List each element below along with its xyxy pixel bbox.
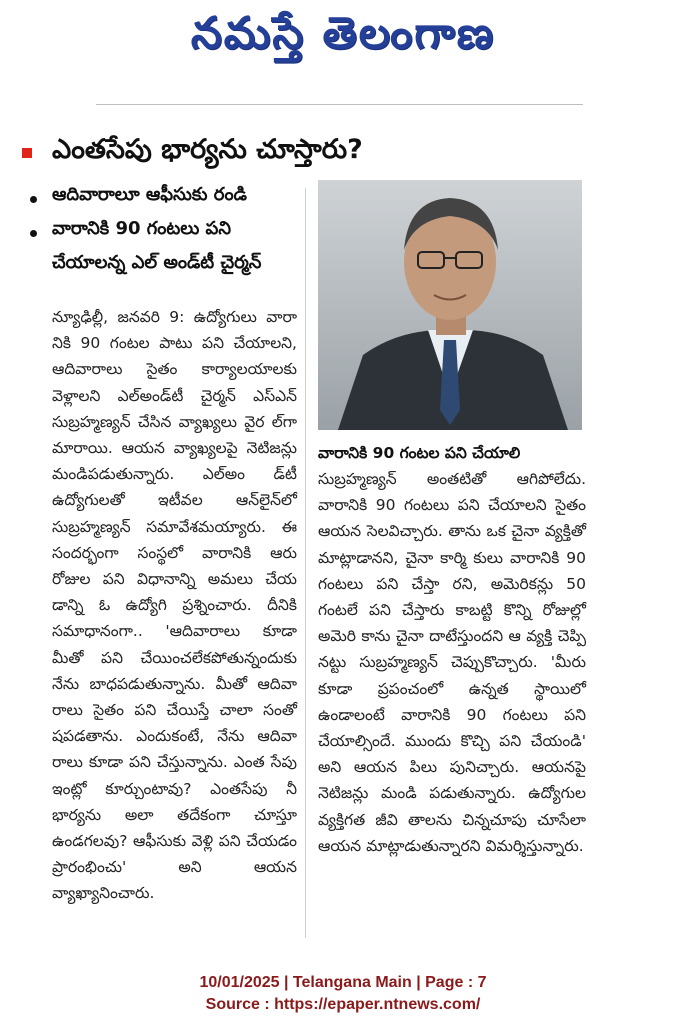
article-body-right: సుబ్రహ్మణ్యన్‌ అంతటితో ఆగిపోలేదు. వారానికి 90 గంటలు పని చేయాలని సైతం ఆయన సెలవిచ్చారు. తాను ఒక చైనా వ్యక్తితో మాట్లాడానని, చైనా కార్మి కులు వారానికి 90 గంటలు పని చేస్తా రని, అమెరికన్లు 50 గంటలే పని చేస్తారు కాబట్టి కొన్ని రోజుల్లో అమెరి కాను చైనా దాటేస్తుందని ఆ వ్యక్తి చెప్పి నట్టు సుబ్రహ్మణ్యన్‌ చెప్పుకొచ్చారు. 'మీరు కూడా ప్రపంచంలో ఉన్నత స్థాయిలో ఉండాలంటే వారానికి 90 గంటలు పని చేయాల్సిందే. ముందు కొచ్చి పని చేయండి' అని ఆయన పిలు పునిచ్చారు. ఆయనపై నెటిజన్లు మండి పడుతున్నారు. ఉద్యోగుల వ్యక్తిగత జీవి తాలను చిన్నచూపు చూసేలా ఆయన మాట్లాడుతున్నారని విమర్శిస్తున్నారు. bbox=[318, 470, 586, 855]
bullet-item: ఆదివారాలూ ఆఫీసుకు రండి bbox=[52, 184, 247, 205]
column-divider bbox=[305, 188, 306, 938]
chairman-photo bbox=[318, 180, 582, 430]
footer-date-page: 10/01/2025 | Telangana Main | Page : 7 bbox=[199, 974, 487, 991]
headline-marker bbox=[22, 148, 32, 158]
article-headline: ఎంతసేపు భార్యను చూస్తారు? bbox=[52, 134, 363, 165]
article-body-left: న్యూఢిల్లీ, జనవరి 9: ఉద్యోగులు వారా నికి 90 గంటల పాటు పని చేయాలని, ఆదివారాలు సైతం కార్యాలయాలకు వెళ్లాలని ఎల్‌అండ్‌టీ చైర్మన్‌ ఎస్‌ఎన్‌ సుబ్రహ్మణ్యన్‌ చేసిన వ్యాఖ్యలు వైర ల్‌గా మారాయి. ఆయన వ్యాఖ్యలపై నెటిజన్లు మండిపడుతున్నారు. ఎల్‌అం డ్‌టీ ఉద్యోగులతో ఇటీవల ఆన్‌లైన్‌లో సుబ్రహ్మణ్యన్‌ సమావేశమయ్యారు. ఈ సందర్భంగా సంస్థలో వారానికి ఆరు రోజుల పని విధానాన్ని అమలు చేయ డాన్ని ఓ ఉద్యోగి ప్రశ్నించారు. దీనికి సమాధానంగా.. 'ఆదివారాలు కూడా మీతో పని చేయించలేకపోతున్నందుకు నేను బాధపడుతున్నాను. మీతో ఆదివా రాలు సైతం పని చేయిస్తే చాలా సంతో షపడతాను. ఎందుకంటే, నేను ఆదివా రాలు కూడా పని చేస్తున్నాను. ఎంత సేపు ఇంట్లో కూర్చుంటావు? ఎంతసేపు నీ భార్యను అలా తదేకంగా చూస్తూ ఉండగలవు? ఆఫీసుకు వెళ్లి పని చేయడం ప్రారంభించు' అని ఆయన వ్యాఖ్యానించారు. bbox=[52, 308, 297, 903]
masthead-divider bbox=[96, 104, 583, 105]
bullet-dot bbox=[30, 196, 37, 203]
footer-source: Source : https://epaper.ntnews.com/ bbox=[205, 996, 481, 1013]
photo-caption: వారానికి 90 గంటల పని చేయాలి bbox=[318, 444, 521, 462]
bullet-item: వారానికి 90 గంటలు పని చేయాలన్న ఎల్‌ అండ్‌టీ చైర్మన్ bbox=[52, 218, 262, 273]
bullet-dot bbox=[30, 230, 37, 237]
masthead-logo: నమస్తే తెలంగాణ bbox=[190, 8, 496, 59]
